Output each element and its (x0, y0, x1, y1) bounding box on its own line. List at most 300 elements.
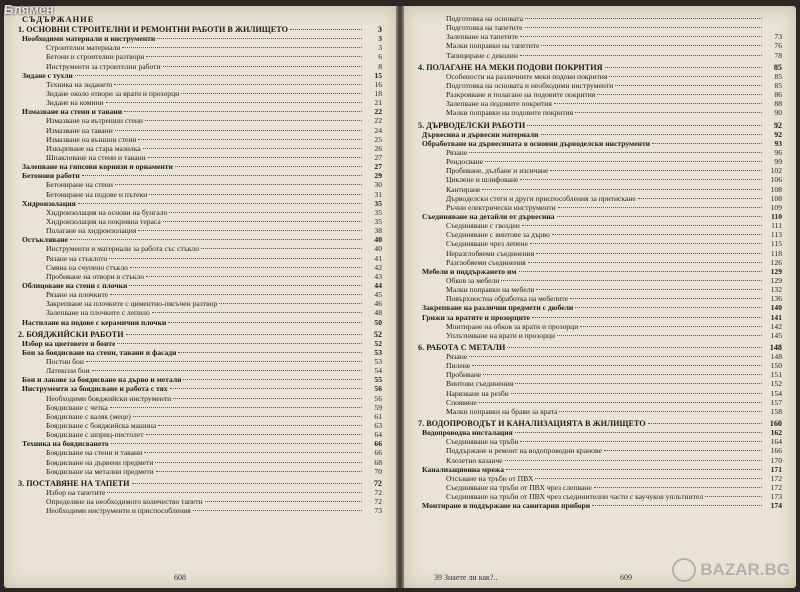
toc-entry-page: 170 (770, 455, 782, 465)
toc-subsection (18, 153, 382, 162)
dot-leader (541, 134, 762, 135)
toc-entry-page: 99 (774, 157, 782, 167)
toc-entry-title: Хидроизолация на покривна тераса (46, 216, 161, 226)
toc-subsection (18, 135, 382, 144)
toc-subsection (418, 157, 782, 166)
toc-subsection (418, 194, 782, 203)
toc-section (18, 199, 382, 208)
dot-leader (156, 471, 362, 472)
dot-leader (557, 216, 762, 217)
toc-entry-page: 171 (770, 464, 782, 474)
toc-entry-title: Облицоване на стени с плочки (22, 280, 128, 290)
toc-entry-title: Необходими инструменти и приспособления (46, 506, 191, 516)
toc-entry-page: 72 (374, 488, 382, 498)
toc-entry-page: 85 (773, 62, 782, 72)
toc-subsection (18, 254, 382, 263)
toc-section (418, 130, 782, 139)
toc-entry-title: Канализационна мрежа (422, 464, 504, 474)
toc-entry-title: Латексни бои (46, 366, 90, 376)
toc-header: СЪДЪРЖАНИЕ (22, 15, 95, 24)
dot-leader (638, 198, 762, 199)
watermark-logo-text: BAZAR.BG (700, 560, 790, 579)
toc-entry-title: Отсъване на тръби от ПВХ (446, 473, 534, 483)
logo-circle-icon (672, 558, 696, 582)
toc-subsection (418, 203, 782, 212)
toc-subsection (18, 217, 382, 226)
toc-entry-title: Рязане (446, 147, 468, 157)
toc-entry-title: 6. РАБОТА С МЕТАЛИ (418, 342, 506, 352)
toc-subsection (18, 394, 382, 403)
dot-leader (143, 148, 362, 149)
toc-entry-page: 92 (774, 129, 782, 139)
toc-entry-title: Малки поправки на брави за врата (446, 406, 558, 416)
dot-leader (146, 276, 362, 277)
toc-subsection (18, 98, 382, 107)
dot-leader (82, 175, 362, 176)
toc-entry-page: 35 (374, 216, 382, 226)
toc-subsection (18, 144, 382, 153)
toc-subsection (18, 458, 382, 467)
toc-entry-title: Пробиване, дълбане и изсичане (446, 166, 549, 176)
toc-entry-page: 66 (374, 448, 382, 458)
toc-entry-page: 164 (770, 437, 782, 447)
toc-entry-page: 43 (374, 271, 382, 281)
toc-entry-title: Съединяване на тръби (446, 437, 519, 447)
toc-entry-page: 53 (374, 357, 382, 367)
dot-leader (511, 393, 762, 394)
toc-subsection (418, 258, 782, 267)
toc-entry-title: Рязане на плочките (46, 290, 109, 300)
toc-entry-page: 76 (774, 41, 782, 51)
toc-entry-title: Хидроизолация на основи на бунгало (46, 207, 168, 217)
toc-entry-page: 56 (374, 393, 382, 403)
dot-leader (580, 326, 762, 327)
toc-entry-page: 3 (378, 34, 382, 44)
toc-entry-page: 72 (373, 478, 382, 488)
dot-leader (515, 383, 762, 384)
toc-entry-title: Клозетно казанче (446, 455, 503, 465)
dot-leader (163, 66, 362, 67)
watermark-logo (672, 558, 790, 582)
toc-entry-page: 162 (770, 428, 782, 438)
toc-entry-page: 78 (774, 50, 782, 60)
toc-section (18, 71, 382, 80)
toc-entry-title: Постни бои (46, 357, 84, 367)
toc-section (418, 267, 782, 276)
toc-entry-page: 85 (774, 80, 782, 90)
toc-subsection (418, 407, 782, 416)
toc-entry-page: 93 (774, 138, 782, 148)
toc-entry-title: Поддържане и ремонт на водопроводни кранове (446, 446, 602, 456)
toc-entry-page: 16 (374, 79, 382, 89)
toc-entry-page: 53 (374, 347, 382, 357)
dot-leader (522, 225, 762, 226)
toc-entry-title: Бетонови работи (22, 171, 80, 181)
toc-subsection (418, 148, 782, 157)
toc-entry-title: Техника на боядисването (22, 439, 109, 449)
toc-entry-title: Дърводелски стеги и други приспособления за притискане (446, 193, 636, 203)
dot-leader (178, 352, 362, 353)
dot-leader (145, 120, 362, 121)
toc-subsection (418, 32, 782, 41)
toc-entry-page: 54 (374, 366, 382, 376)
dot-leader (552, 234, 762, 235)
dot-leader (219, 303, 362, 304)
dot-leader (115, 130, 362, 131)
toc-entry-title: Мебели и поддържането им (422, 266, 517, 276)
toc-subsection (18, 430, 382, 439)
toc-section (18, 318, 382, 327)
toc-entry-page: 22 (374, 107, 382, 117)
toc-entry-title: Строителни материали (46, 43, 121, 53)
toc-subsection (418, 294, 782, 303)
toc-subsection (418, 322, 782, 331)
toc-subsection (418, 99, 782, 108)
dot-leader (110, 294, 362, 295)
toc-entry-page: 68 (374, 457, 382, 467)
dot-leader (472, 365, 762, 366)
dot-leader (111, 443, 362, 444)
toc-chapter (418, 343, 782, 352)
toc-entry-title: Залепване на подовите покрития (446, 99, 552, 109)
dot-leader (575, 112, 762, 113)
toc-entry-page: 145 (770, 330, 782, 340)
toc-entry-page: 24 (374, 125, 382, 135)
toc-entry-title: Залепване на плочките с лепило (46, 308, 150, 318)
dot-leader (115, 184, 362, 185)
toc-section (418, 212, 782, 221)
toc-entry-title: 7. ВОДОПРОВОДЪТ И КАНАЛИЗАЦИЯТА В ЖИЛИЩЕТО (418, 419, 646, 429)
toc-entry-title: Нарязване на резби (446, 388, 509, 398)
toc-entry-page: 61 (374, 411, 382, 421)
toc-entry-title: 4. ПОЛАГАНЕ НА МЕКИ ПОДОВИ ПОКРИТИЯ (418, 62, 603, 72)
dot-leader (652, 143, 762, 144)
toc-entry-page: 174 (770, 501, 782, 511)
toc-entry-title: Зидане с тухли (22, 70, 73, 80)
toc-entry-page: 108 (770, 193, 782, 203)
toc-subsection (18, 467, 382, 476)
toc-section (18, 235, 382, 244)
toc-subsection (18, 52, 382, 61)
toc-entry-page: 8 (378, 61, 382, 71)
dot-leader (520, 55, 762, 56)
toc-subsection (18, 226, 382, 235)
toc-entry-page: 27 (374, 152, 382, 162)
dot-leader (149, 194, 362, 195)
toc-section (418, 139, 782, 148)
dot-leader (86, 361, 362, 362)
toc-subsection (18, 43, 382, 52)
toc-entry-title: Споявяне (446, 397, 477, 407)
toc-section (418, 501, 782, 510)
toc-subsection (18, 80, 382, 89)
toc-entry-page: 160 (769, 419, 782, 429)
toc-entry-page: 25 (374, 134, 382, 144)
toc-entry-page: 56 (374, 384, 382, 394)
toc-entry-title: Кантиране (446, 184, 481, 194)
toc-entry-title: Полагане на хидроизолация (46, 226, 137, 236)
toc-subsection (418, 221, 782, 230)
toc-entry-page: 166 (770, 446, 782, 456)
toc-entry-title: Измазване на стени и тавани (22, 107, 123, 117)
toc-entry-page: 151 (770, 370, 782, 380)
toc-entry-page: 41 (374, 253, 382, 263)
toc-entry-title: Съединяване с винтове за дърво (446, 230, 550, 240)
dot-leader (129, 285, 362, 286)
toc-entry-page: 70 (374, 466, 382, 476)
toc-entry-title: Закрепване на плочките с циментно-пясъчен разтвор (46, 299, 218, 309)
toc-entry-title: Шпакловане на стени и тавани (46, 152, 146, 162)
dot-leader (532, 317, 762, 318)
dot-leader (152, 312, 362, 313)
dot-leader (536, 289, 762, 290)
toc-entry-title: Избор на тапетите (46, 488, 106, 498)
dot-leader (130, 267, 362, 268)
toc-entry-page: 59 (374, 402, 382, 412)
toc-entry-page: 21 (374, 98, 382, 108)
dot-leader (520, 179, 762, 180)
toc-entry-page: 6 (378, 52, 382, 62)
toc-entry-title: Повърхностна обработка на мебелите (446, 294, 569, 304)
toc-entry-title: Рязане (446, 352, 468, 362)
toc-entry-page: 40 (374, 235, 382, 245)
dot-leader (535, 478, 762, 479)
toc-subsection (418, 23, 782, 32)
toc-subsection (418, 446, 782, 455)
toc-entry-title: Хидроизолация (22, 198, 76, 208)
toc-subsection (418, 175, 782, 184)
toc-chapter (18, 479, 382, 488)
toc-entry-title: Особености на различните меки подови покрития (446, 71, 608, 81)
page-number-right: 609 (620, 573, 632, 582)
toc-entry-title: 3. ПОСТАВЯНЕ НА ТАПЕТИ (18, 478, 130, 488)
toc-chapter (418, 419, 782, 428)
toc-entry-page: 40 (374, 244, 382, 254)
dot-leader (648, 423, 762, 424)
toc-entry-title: Рязане на стъклото (46, 253, 108, 263)
toc-subsection (18, 308, 382, 317)
toc-entry-page: 52 (373, 329, 382, 339)
dot-leader (469, 356, 762, 357)
toc-entry-page: 85 (774, 71, 782, 81)
toc-entry-page: 31 (374, 189, 382, 199)
toc-subsection (18, 290, 382, 299)
toc-entry-title: Пилене (446, 361, 471, 371)
toc-entry-title: Уплътняване на врати и прозорци (446, 330, 556, 340)
toc-subsection (18, 272, 382, 281)
dot-leader (117, 343, 362, 344)
dot-leader (554, 103, 762, 104)
toc-subsection (418, 108, 782, 117)
dot-leader (479, 402, 762, 403)
dot-leader (183, 379, 362, 380)
dot-leader (575, 307, 762, 308)
dot-leader (525, 18, 762, 19)
dot-leader (106, 102, 362, 103)
toc-entry-title: Инструменти за строителни работи (46, 61, 161, 71)
toc-entry-page: 158 (770, 406, 782, 416)
toc-entry-page: 92 (773, 120, 782, 130)
dot-leader (92, 370, 362, 371)
toc-entry-page: 63 (374, 421, 382, 431)
toc-entry-page: 109 (770, 202, 782, 212)
toc-entry-page: 136 (770, 294, 782, 304)
toc-subsection (418, 166, 782, 175)
dot-leader (155, 462, 362, 463)
dot-leader (138, 139, 362, 140)
toc-subsection (418, 41, 782, 50)
toc-entry-title: Съединяване на тръби от ПВХ чрез слепване (446, 483, 592, 493)
toc-subsection (18, 89, 382, 98)
toc-entry-page: 52 (374, 338, 382, 348)
toc-entry-title: Подготовка на тапетите (446, 23, 523, 33)
toc-section (18, 375, 382, 384)
dot-leader (173, 398, 362, 399)
page-number-left: 608 (174, 573, 186, 582)
dot-leader (604, 450, 762, 451)
toc-subsection (418, 239, 782, 248)
toc-entry-page: 3 (377, 25, 382, 34)
toc-chapter (418, 121, 782, 130)
toc-entry-page: 55 (374, 375, 382, 385)
toc-subsection (418, 456, 782, 465)
toc-entry-page: 126 (770, 257, 782, 267)
toc-entry-title: Дървесина и дървесни материали (422, 129, 539, 139)
dot-leader (70, 239, 362, 240)
dot-leader (175, 166, 362, 167)
toc-entry-page: 44 (374, 280, 382, 290)
toc-subsection (18, 62, 382, 71)
toc-entry-page: 73 (774, 32, 782, 42)
toc-subsection (418, 379, 782, 388)
toc-entry-title: Зидане на комини (46, 98, 104, 108)
toc-chapter (18, 330, 382, 339)
dot-leader (525, 27, 762, 28)
dot-leader (78, 203, 362, 204)
toc-section (18, 171, 382, 180)
toc-entry-page: 48 (374, 308, 382, 318)
dot-leader (605, 67, 763, 68)
toc-entry-page: 148 (770, 352, 782, 362)
toc-entry-title: Винтови съединения (446, 379, 514, 389)
toc-subsection (18, 506, 382, 515)
toc-entry-title: Измазване на външни стени (46, 134, 137, 144)
toc-subsection (418, 81, 782, 90)
dot-leader (550, 170, 762, 171)
toc-entry-title: Боядисване с шприц-пистолет (46, 430, 144, 440)
toc-entry-page: 129 (770, 266, 782, 276)
toc-entry-title: Настилане на подове с керамични плочки (22, 317, 167, 327)
dot-leader (501, 280, 762, 281)
toc-entry-title: Съединяване с гвоздеи (446, 221, 520, 231)
toc-subsection (418, 370, 782, 379)
toc-entry-title: Боядисване с бояджийска машина (46, 421, 157, 431)
toc-subsection (418, 276, 782, 285)
toc-entry-title: Бои и лакове за боядисване на дърво и метали (22, 375, 182, 385)
toc-section (418, 303, 782, 312)
toc-subsection (18, 421, 382, 430)
toc-subsection (18, 299, 382, 308)
toc-subsection (18, 448, 382, 457)
dot-leader (168, 322, 362, 323)
toc-entry-title: Остъкляване (22, 235, 68, 245)
dot-leader (469, 152, 762, 153)
toc-entry-title: Техника на зидането (46, 79, 113, 89)
dot-leader (507, 347, 762, 348)
toc-subsection (18, 190, 382, 199)
toc-chapter (18, 25, 382, 34)
toc-entry-page: 46 (374, 299, 382, 309)
toc-subsection (418, 474, 782, 483)
dot-leader (169, 212, 362, 213)
toc-entry-page: 152 (770, 379, 782, 389)
toc-entry-title: Залепване на гипсови корнизи и орнаменти (22, 162, 173, 172)
toc-subsection (418, 285, 782, 294)
toc-entry-page: 35 (374, 198, 382, 208)
toc-entry-title: Пробиване (446, 370, 482, 380)
toc-entry-page: 26 (374, 143, 382, 153)
toc-entry-title: Смяна на счупено стъкло (46, 262, 128, 272)
dot-leader (170, 388, 362, 389)
toc-entry-title: Бетониране на подове и пътеки (46, 189, 148, 199)
toc-subsection (418, 331, 782, 340)
dot-leader (163, 221, 362, 222)
toc-subsection (418, 352, 782, 361)
toc-section (18, 384, 382, 393)
toc-entry-page: 38 (374, 226, 382, 236)
toc-entry-title: Малки поправки на тапетите (446, 41, 540, 51)
toc-section (18, 281, 382, 290)
dot-leader (201, 248, 362, 249)
toc-entry-page: 110 (771, 211, 782, 221)
toc-entry-title: Ръчни електрически инструменти (446, 202, 556, 212)
table-of-contents-left (18, 14, 382, 515)
dot-leader (138, 230, 362, 231)
toc-entry-page: 30 (374, 180, 382, 190)
toc-subsection (18, 263, 382, 272)
dot-leader (132, 483, 363, 484)
toc-entry-page: 140 (770, 303, 782, 313)
toc-entry-page: 72 (374, 497, 382, 507)
toc-subsection (418, 492, 782, 501)
toc-entry-title: Съединяване чрез лепене (446, 239, 528, 249)
toc-entry-page: 142 (770, 321, 782, 331)
dot-leader (520, 441, 762, 442)
table-of-contents-right (418, 14, 782, 510)
toc-entry-page: 27 (374, 162, 382, 172)
toc-entry-title: Разкрояване и полагане на подовите покрития (446, 90, 596, 100)
toc-entry-page: 15 (374, 70, 382, 80)
toc-entry-title: Залепване на тапетите (446, 32, 519, 42)
toc-entry-page: 73 (374, 506, 382, 516)
toc-entry-page: 154 (770, 388, 782, 398)
toc-subsection (18, 488, 382, 497)
toc-entry-title: Обков за мебели (446, 275, 500, 285)
dot-leader (520, 36, 762, 37)
toc-entry-title: Подготовка на основата (446, 14, 523, 23)
toc-section (18, 162, 382, 171)
toc-entry-page: 96 (774, 147, 782, 157)
toc-entry-page: 90 (774, 108, 782, 118)
toc-entry-title: Водопроводна инсталация (422, 428, 513, 438)
toc-entry-page: 108 (770, 184, 782, 194)
toc-entry-title: Тапициране с деколин (446, 50, 518, 60)
footer-note: 39 Знаете ли как?.. (434, 573, 498, 582)
toc-entry-title: Зидане около отвори за врати и прозорци (46, 88, 180, 98)
toc-entry-title: Бетониране на стени (46, 180, 113, 190)
dot-leader (609, 76, 762, 77)
toc-entry-page: 102 (770, 166, 782, 176)
